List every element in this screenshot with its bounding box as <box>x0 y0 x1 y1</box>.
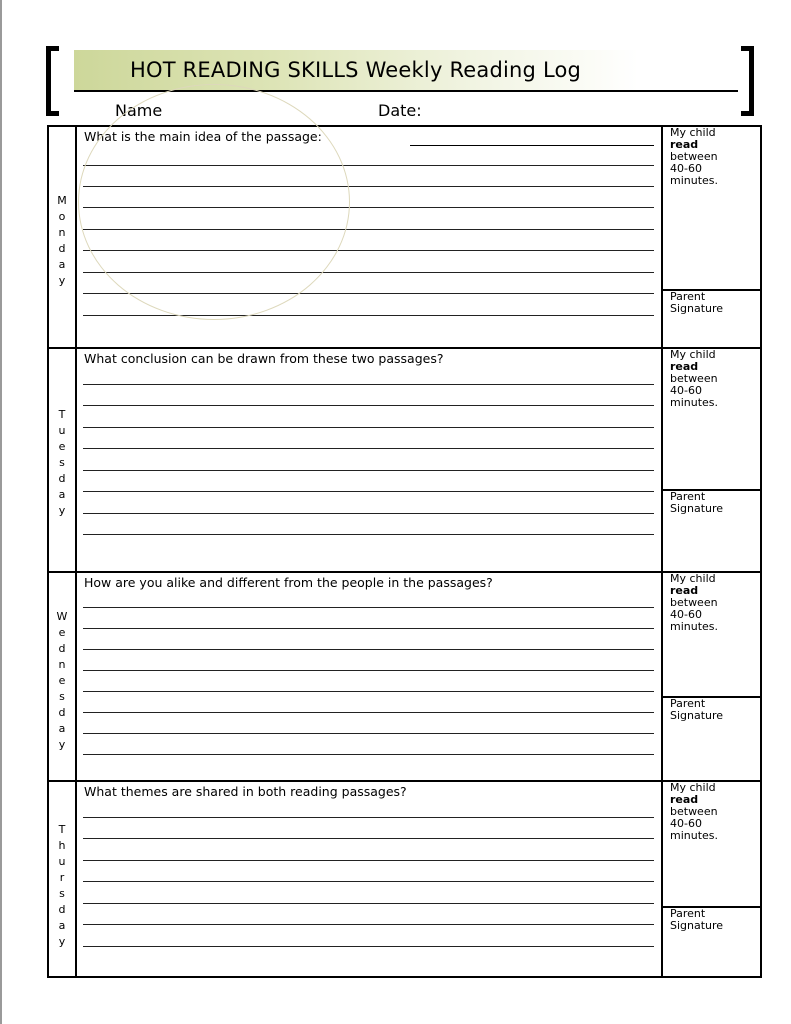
writing-line[interactable] <box>83 649 654 650</box>
writing-line[interactable] <box>83 250 654 251</box>
day-name: T h u r s d a y <box>58 823 66 948</box>
right-bracket <box>741 46 754 116</box>
note-line-3: between 40-60 minutes. <box>670 150 719 187</box>
left-bracket <box>46 46 59 116</box>
writing-line[interactable] <box>83 838 654 839</box>
question-answer-line[interactable] <box>410 145 654 146</box>
writing-line[interactable] <box>83 513 654 514</box>
signature-label: Parent Signature <box>670 907 724 932</box>
writing-line[interactable] <box>83 881 654 882</box>
reading-log-table <box>47 125 762 978</box>
title-underline <box>74 90 738 92</box>
writing-line[interactable] <box>83 293 654 294</box>
day-name: W e d n e s d a y <box>56 610 68 751</box>
writing-line[interactable] <box>83 754 654 755</box>
writing-line[interactable] <box>83 860 654 861</box>
day-label-cell <box>49 782 77 976</box>
note-line-2: read <box>670 360 699 373</box>
side-column <box>663 782 760 976</box>
writing-line[interactable] <box>83 272 654 273</box>
writing-line[interactable] <box>83 491 654 492</box>
note-line-1: My child <box>670 126 716 139</box>
writing-line[interactable] <box>83 315 654 316</box>
parent-signature-box[interactable] <box>663 489 760 571</box>
page-title: HOT READING SKILLS Weekly Reading Log <box>130 58 582 82</box>
day-label-cell <box>49 573 77 780</box>
note-line-3: between 40-60 minutes. <box>670 372 719 409</box>
note-line-1: My child <box>670 572 716 585</box>
writing-line[interactable] <box>83 691 654 692</box>
writing-line[interactable] <box>83 628 654 629</box>
question-text: What conclusion can be drawn from these two passages? <box>84 351 444 366</box>
writing-line[interactable] <box>83 817 654 818</box>
day-name: M o n d a y <box>57 194 67 287</box>
answer-area[interactable] <box>77 127 663 347</box>
writing-line[interactable] <box>83 607 654 608</box>
reading-time-note <box>670 127 718 187</box>
parent-signature-box[interactable] <box>663 906 760 976</box>
date-label: Date: <box>378 101 422 120</box>
day-label-cell <box>49 127 77 347</box>
answer-area[interactable] <box>77 349 663 571</box>
writing-line[interactable] <box>83 670 654 671</box>
side-column <box>663 349 760 571</box>
name-label: Name <box>115 101 163 120</box>
day-row-thursday <box>49 782 760 976</box>
writing-line[interactable] <box>83 165 654 166</box>
question-text: What themes are shared in both reading passages? <box>84 784 407 799</box>
parent-signature-box[interactable] <box>663 696 760 780</box>
note-line-3: between 40-60 minutes. <box>670 596 719 633</box>
writing-line[interactable] <box>83 427 654 428</box>
answer-area[interactable] <box>77 782 663 976</box>
day-name: T u e s d a y <box>58 408 66 517</box>
signature-label: Parent Signature <box>670 490 724 515</box>
writing-line[interactable] <box>83 924 654 925</box>
writing-line[interactable] <box>83 384 654 385</box>
day-row-monday <box>49 127 760 349</box>
side-column <box>663 573 760 780</box>
reading-time-note <box>670 782 718 842</box>
day-row-tuesday <box>49 349 760 573</box>
writing-line[interactable] <box>83 186 654 187</box>
writing-line[interactable] <box>83 229 654 230</box>
question-text: How are you alike and different from the people in the passages? <box>84 575 493 590</box>
writing-line[interactable] <box>83 712 654 713</box>
question-text: What is the main idea of the passage: <box>84 129 322 144</box>
note-line-2: read <box>670 584 699 597</box>
reading-time-note <box>670 349 718 409</box>
writing-line[interactable] <box>83 207 654 208</box>
day-label-cell <box>49 349 77 571</box>
side-column <box>663 127 760 347</box>
signature-label: Parent Signature <box>670 697 724 722</box>
note-line-2: read <box>670 138 699 151</box>
note-line-1: My child <box>670 781 716 794</box>
writing-line[interactable] <box>83 448 654 449</box>
writing-line[interactable] <box>83 405 654 406</box>
note-line-3: between 40-60 minutes. <box>670 805 719 842</box>
writing-line[interactable] <box>83 903 654 904</box>
writing-line[interactable] <box>83 946 654 947</box>
writing-line[interactable] <box>83 470 654 471</box>
answer-area[interactable] <box>77 573 663 780</box>
day-row-wednesday <box>49 573 760 782</box>
page-edge <box>0 0 2 1024</box>
signature-label: Parent Signature <box>670 290 724 315</box>
parent-signature-box[interactable] <box>663 289 760 347</box>
note-line-1: My child <box>670 348 716 361</box>
writing-line[interactable] <box>83 534 654 535</box>
note-line-2: read <box>670 793 699 806</box>
reading-time-note <box>670 573 718 633</box>
writing-line[interactable] <box>83 733 654 734</box>
